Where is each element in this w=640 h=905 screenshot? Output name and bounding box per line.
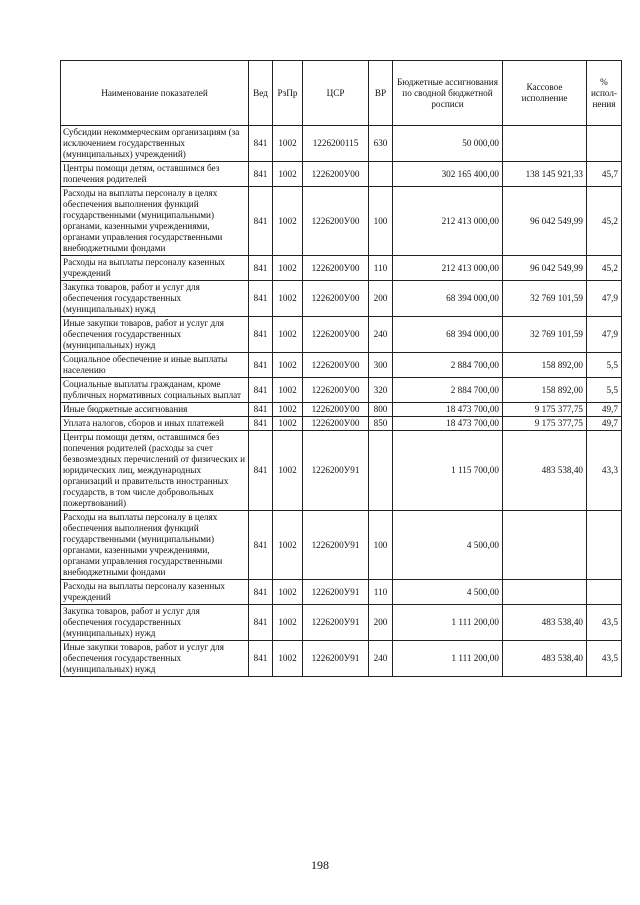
cell-vr: [369, 431, 393, 511]
cell-csr: 1226200У00: [303, 256, 369, 281]
cell-ved: 841: [249, 353, 273, 378]
cell-rzpr: 1002: [273, 403, 303, 417]
cell-vr: 240: [369, 317, 393, 353]
cell-budget: 1 111 200,00: [393, 641, 503, 677]
table-row: [61, 378, 622, 403]
cell-indicator-name: Субсидии некоммерческим организациям (за исключением государственных (муниципальных) учреждений): [61, 126, 249, 162]
cell-cash: 138 145 921,33: [503, 162, 587, 187]
cell-percent: 45,2: [587, 256, 622, 281]
cell-csr: 1226200У00: [303, 378, 369, 403]
cell-indicator-name: Закупка товаров, работ и услуг для обеспечения государственных (муниципальных) нужд: [61, 281, 249, 317]
cell-ved: 841: [249, 417, 273, 431]
cell-cash: 9 175 377,75: [503, 403, 587, 417]
cell-budget: 1 111 200,00: [393, 605, 503, 641]
cell-budget: 302 165 400,00: [393, 162, 503, 187]
table-row: [61, 317, 622, 353]
cell-budget: 212 413 000,00: [393, 256, 503, 281]
cell-cash: [503, 580, 587, 605]
cell-budget: 2 884 700,00: [393, 378, 503, 403]
cell-vr: 300: [369, 353, 393, 378]
table-row: [61, 417, 622, 431]
document-page: [60, 60, 618, 677]
cell-cash: 483 538,40: [503, 431, 587, 511]
cell-ved: 841: [249, 403, 273, 417]
cell-budget: 4 500,00: [393, 580, 503, 605]
cell-percent: 49,7: [587, 403, 622, 417]
cell-rzpr: 1002: [273, 580, 303, 605]
cell-vr: 800: [369, 403, 393, 417]
cell-cash: 96 042 549,99: [503, 187, 587, 256]
cell-rzpr: 1002: [273, 317, 303, 353]
cell-ved: 841: [249, 162, 273, 187]
cell-budget: 2 884 700,00: [393, 353, 503, 378]
cell-csr: 1226200У00: [303, 317, 369, 353]
cell-budget: 18 473 700,00: [393, 417, 503, 431]
cell-percent: [587, 511, 622, 580]
cell-indicator-name: Расходы на выплаты персоналу казенных учреждений: [61, 256, 249, 281]
cell-percent: 45,7: [587, 162, 622, 187]
cell-vr: [369, 162, 393, 187]
cell-percent: [587, 126, 622, 162]
header-percent: % испол-нения: [587, 61, 622, 126]
cell-cash: [503, 126, 587, 162]
table-row: [61, 641, 622, 677]
cell-cash: [503, 511, 587, 580]
cell-ved: 841: [249, 256, 273, 281]
table-row: [61, 580, 622, 605]
cell-indicator-name: Иные закупки товаров, работ и услуг для обеспечения государственных (муниципальных) нужд: [61, 641, 249, 677]
cell-ved: 841: [249, 431, 273, 511]
cell-csr: 1226200У00: [303, 417, 369, 431]
cell-ved: 841: [249, 317, 273, 353]
cell-cash: 483 538,40: [503, 641, 587, 677]
cell-rzpr: 1002: [273, 353, 303, 378]
cell-vr: 110: [369, 580, 393, 605]
cell-cash: 32 769 101,59: [503, 281, 587, 317]
cell-budget: 68 394 000,00: [393, 281, 503, 317]
cell-cash: 483 538,40: [503, 605, 587, 641]
cell-cash: 96 042 549,99: [503, 256, 587, 281]
cell-indicator-name: Закупка товаров, работ и услуг для обеспечения государственных (муниципальных) нужд: [61, 605, 249, 641]
cell-csr: 1226200У91: [303, 431, 369, 511]
table-row: [61, 403, 622, 417]
header-csr: ЦСР: [303, 61, 369, 126]
cell-percent: 47,9: [587, 281, 622, 317]
cell-rzpr: 1002: [273, 511, 303, 580]
cell-rzpr: 1002: [273, 256, 303, 281]
cell-indicator-name: Расходы на выплаты персоналу в целях обеспечения выполнения функций государственными (муниципальными) органами, казенными учреждениями, органами управления государственными внебюджетными фондами: [61, 187, 249, 256]
cell-budget: 68 394 000,00: [393, 317, 503, 353]
table-row: [61, 126, 622, 162]
cell-percent: 49,7: [587, 417, 622, 431]
cell-vr: 100: [369, 187, 393, 256]
cell-csr: 1226200У00: [303, 162, 369, 187]
cell-indicator-name: Уплата налогов, сборов и иных платежей: [61, 417, 249, 431]
header-rzpr: РзПр: [273, 61, 303, 126]
cell-indicator-name: Центры помощи детям, оставшимся без попечения родителей (расходы за счет безвозмездных перечислений от физических и юридических лиц, международных организаций и правительств иностранных государств, в том числе добровольных пожертвований): [61, 431, 249, 511]
cell-csr: 1226200У91: [303, 641, 369, 677]
table-row: [61, 281, 622, 317]
cell-rzpr: 1002: [273, 605, 303, 641]
cell-percent: 43,3: [587, 431, 622, 511]
cell-ved: 841: [249, 126, 273, 162]
cell-indicator-name: Расходы на выплаты персоналу в целях обеспечения выполнения функций государственными (муниципальными) органами, казенными учреждениями, органами управления государственными внебюджетными фондами: [61, 511, 249, 580]
cell-percent: 43,5: [587, 605, 622, 641]
cell-indicator-name: Иные закупки товаров, работ и услуг для обеспечения государственных (муниципальных) нужд: [61, 317, 249, 353]
cell-percent: [587, 580, 622, 605]
cell-rzpr: 1002: [273, 641, 303, 677]
cell-csr: 1226200У91: [303, 580, 369, 605]
cell-indicator-name: Социальное обеспечение и иные выплаты населению: [61, 353, 249, 378]
cell-ved: 841: [249, 281, 273, 317]
cell-vr: 200: [369, 605, 393, 641]
cell-cash: 32 769 101,59: [503, 317, 587, 353]
table-row: [61, 187, 622, 256]
header-budget: Бюджетные ассигнования по сводной бюджетной росписи: [393, 61, 503, 126]
table-row: [61, 511, 622, 580]
cell-ved: 841: [249, 187, 273, 256]
cell-ved: 841: [249, 580, 273, 605]
cell-budget: 4 500,00: [393, 511, 503, 580]
cell-ved: 841: [249, 605, 273, 641]
cell-indicator-name: Расходы на выплаты персоналу казенных учреждений: [61, 580, 249, 605]
cell-indicator-name: Иные бюджетные ассигнования: [61, 403, 249, 417]
table-row: [61, 605, 622, 641]
table-row: [61, 353, 622, 378]
cell-rzpr: 1002: [273, 126, 303, 162]
table-header-row: [61, 61, 622, 126]
cell-budget: 50 000,00: [393, 126, 503, 162]
cell-indicator-name: Социальные выплаты гражданам, кроме публичных нормативных социальных выплат: [61, 378, 249, 403]
cell-ved: 841: [249, 641, 273, 677]
cell-cash: 9 175 377,75: [503, 417, 587, 431]
budget-execution-table: [60, 60, 622, 677]
header-indicator-name: Наименование показателей: [61, 61, 249, 126]
cell-rzpr: 1002: [273, 162, 303, 187]
table-body: [61, 126, 622, 677]
cell-vr: 320: [369, 378, 393, 403]
cell-percent: 43,5: [587, 641, 622, 677]
table-row: [61, 162, 622, 187]
cell-cash: 158 892,00: [503, 353, 587, 378]
cell-csr: 1226200У00: [303, 403, 369, 417]
cell-ved: 841: [249, 511, 273, 580]
cell-vr: 850: [369, 417, 393, 431]
cell-percent: 45,2: [587, 187, 622, 256]
cell-csr: 1226200115: [303, 126, 369, 162]
cell-rzpr: 1002: [273, 417, 303, 431]
cell-csr: 1226200У00: [303, 281, 369, 317]
cell-percent: 47,9: [587, 317, 622, 353]
cell-rzpr: 1002: [273, 378, 303, 403]
cell-vr: 110: [369, 256, 393, 281]
cell-indicator-name: Центры помощи детям, оставшимся без попечения родителей: [61, 162, 249, 187]
cell-csr: 1226200У00: [303, 353, 369, 378]
cell-cash: 158 892,00: [503, 378, 587, 403]
cell-csr: 1226200У00: [303, 187, 369, 256]
cell-rzpr: 1002: [273, 281, 303, 317]
cell-rzpr: 1002: [273, 187, 303, 256]
page-number: 198: [311, 858, 329, 872]
table-row: [61, 431, 622, 511]
cell-percent: 5,5: [587, 378, 622, 403]
cell-csr: 1226200У91: [303, 511, 369, 580]
cell-percent: 5,5: [587, 353, 622, 378]
header-vr: ВР: [369, 61, 393, 126]
table-row: [61, 256, 622, 281]
cell-vr: 100: [369, 511, 393, 580]
cell-vr: 630: [369, 126, 393, 162]
header-ved: Вед: [249, 61, 273, 126]
header-cash: Кассовое исполнение: [503, 61, 587, 126]
cell-ved: 841: [249, 378, 273, 403]
cell-vr: 240: [369, 641, 393, 677]
cell-budget: 212 413 000,00: [393, 187, 503, 256]
cell-rzpr: 1002: [273, 431, 303, 511]
cell-budget: 1 115 700,00: [393, 431, 503, 511]
cell-budget: 18 473 700,00: [393, 403, 503, 417]
cell-csr: 1226200У91: [303, 605, 369, 641]
cell-vr: 200: [369, 281, 393, 317]
